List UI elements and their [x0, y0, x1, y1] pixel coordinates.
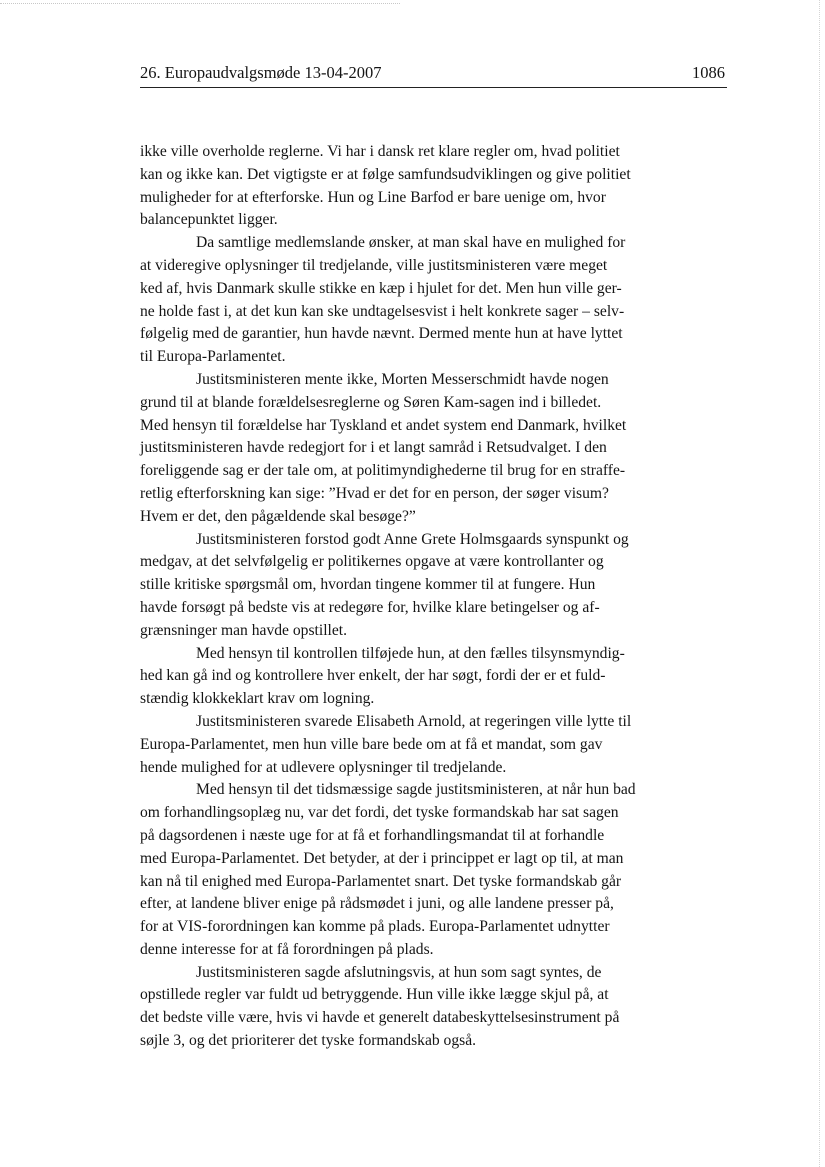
text-line: Justitsministeren mente ikke, Morten Messerschmidt havde nogen — [196, 370, 609, 388]
text-line: kan nå til enighed med Europa-Parlamentet snart. Det tyske formandskab går — [140, 872, 622, 890]
text-line: Hvem er det, den pågældende skal besøge?” — [140, 507, 416, 525]
text-line: det bedste ville være, hvis vi havde et generelt databeskyttelsesinstrument på — [140, 1009, 620, 1027]
header-title: 26. Europaudvalgsmøde 13-04-2007 — [140, 63, 382, 82]
text-line: medgav, at det selvfølgelig er politikernes opgave at være kontrollanter og — [140, 553, 604, 571]
text-line: stille kritiske spørgsmål om, hvordan tingene kommer til at fungere. Hun — [140, 576, 596, 594]
text-line: følgelig med de garantier, hun havde nævnt. Dermed mente hun at have lyttet — [140, 325, 623, 343]
text-line: Europa-Parlamentet, men hun ville bare bede om at få et mandat, som gav — [140, 735, 603, 753]
text-line: grænsninger man havde opstillet. — [140, 621, 348, 639]
text-line: retlig efterforskning kan sige: ”Hvad er det for en person, der søger visum? — [140, 484, 609, 502]
text-line: at videregive oplysninger til tredjelande, ville justitsministeren være meget — [140, 256, 608, 274]
text-line: Med hensyn til forældelse har Tyskland et andet system end Danmark, hvilket — [140, 416, 627, 434]
text-line: efter, at landene bliver enige på rådsmødet i juni, og alle landene presser på, — [140, 895, 614, 913]
text-line: grund til at blande forældelsesreglerne og Søren Kam-sagen ind i billedet. — [140, 393, 602, 411]
text-line: hende mulighed for at udlevere oplysninger til tredjelande. — [140, 758, 507, 776]
text-line: ikke ville overholde reglerne. Vi har i dansk ret klare regler om, hvad politiet — [140, 143, 620, 160]
page-number: 1086 — [692, 63, 725, 82]
text-line: justitsministeren havde redegjort for i et langt samråd i Retsudvalget. I den — [140, 439, 607, 457]
text-line: ked af, hvis Danmark skulle stikke en kæp i hjulet for det. Men hun ville ger- — [140, 279, 622, 297]
text-line: for at VIS-forordningen kan komme på plads. Europa-Parlamentet udnytter — [140, 918, 610, 936]
text-line: om forhandlingsoplæg nu, var det fordi, det tyske formandskab har sat sagen — [140, 804, 619, 822]
text-line: ne holde fast i, at det kun kan ske undtagelsesvist i helt konkrete sager – selv- — [140, 302, 625, 320]
text-line: opstillede regler var fuldt ud betryggende. Hun ville ikke lægge skjul på, at — [140, 986, 609, 1004]
text-line: Med hensyn til det tidsmæssige sagde justitsministeren, at når hun bad — [196, 781, 636, 799]
text-line: Justitsministeren sagde afslutningsvis, at hun som sagt syntes, de — [196, 963, 602, 981]
text-line: Med hensyn til kontrollen tilføjede hun, at den fælles tilsynsmyndig- — [196, 644, 625, 662]
text-line: Justitsministeren svarede Elisabeth Arnold, at regeringen ville lytte til — [196, 712, 632, 730]
text-line: kan og ikke kan. Det vigtigste er at følge samfundsudviklingen og give politiet — [140, 165, 631, 183]
text-line: denne interesse for at få forordningen på plads. — [140, 940, 434, 958]
text-line: til Europa-Parlamentet. — [140, 348, 286, 366]
text-line: søjle 3, og det prioriterer det tyske formandskab også. — [140, 1032, 477, 1050]
page-header — [140, 61, 727, 88]
text-line: balancepunktet ligger. — [140, 211, 278, 229]
scan-edge-right — [819, 0, 820, 1167]
scan-edge-top — [0, 3, 400, 4]
body-text — [140, 141, 730, 1053]
text-line: Da samtlige medlemslande ønsker, at man skal have en mulighed for — [196, 234, 626, 252]
text-line: hed kan gå ind og kontrollere hver enkelt, der har søgt, fordi der er et fuld- — [140, 667, 606, 685]
text-line: muligheder for at efterforske. Hun og Line Barfod er bare uenige om, hvor — [140, 188, 606, 206]
text-line: med Europa-Parlamentet. Det betyder, at der i princippet er lagt op til, at man — [140, 849, 624, 867]
text-line: foreliggende sag er der tale om, at politimyndighederne til brug for en straffe- — [140, 462, 626, 480]
text-line: stændig klokkeklart krav om logning. — [140, 690, 375, 708]
text-line: havde forsøgt på bedste vis at redegøre for, hvilke klare betingelser og af- — [140, 598, 600, 616]
text-line: Justitsministeren forstod godt Anne Grete Holmsgaards synspunkt og — [196, 530, 629, 548]
text-line: på dagsordenen i næste uge for at få et forhandlingsmandat til at forhandle — [140, 826, 605, 844]
